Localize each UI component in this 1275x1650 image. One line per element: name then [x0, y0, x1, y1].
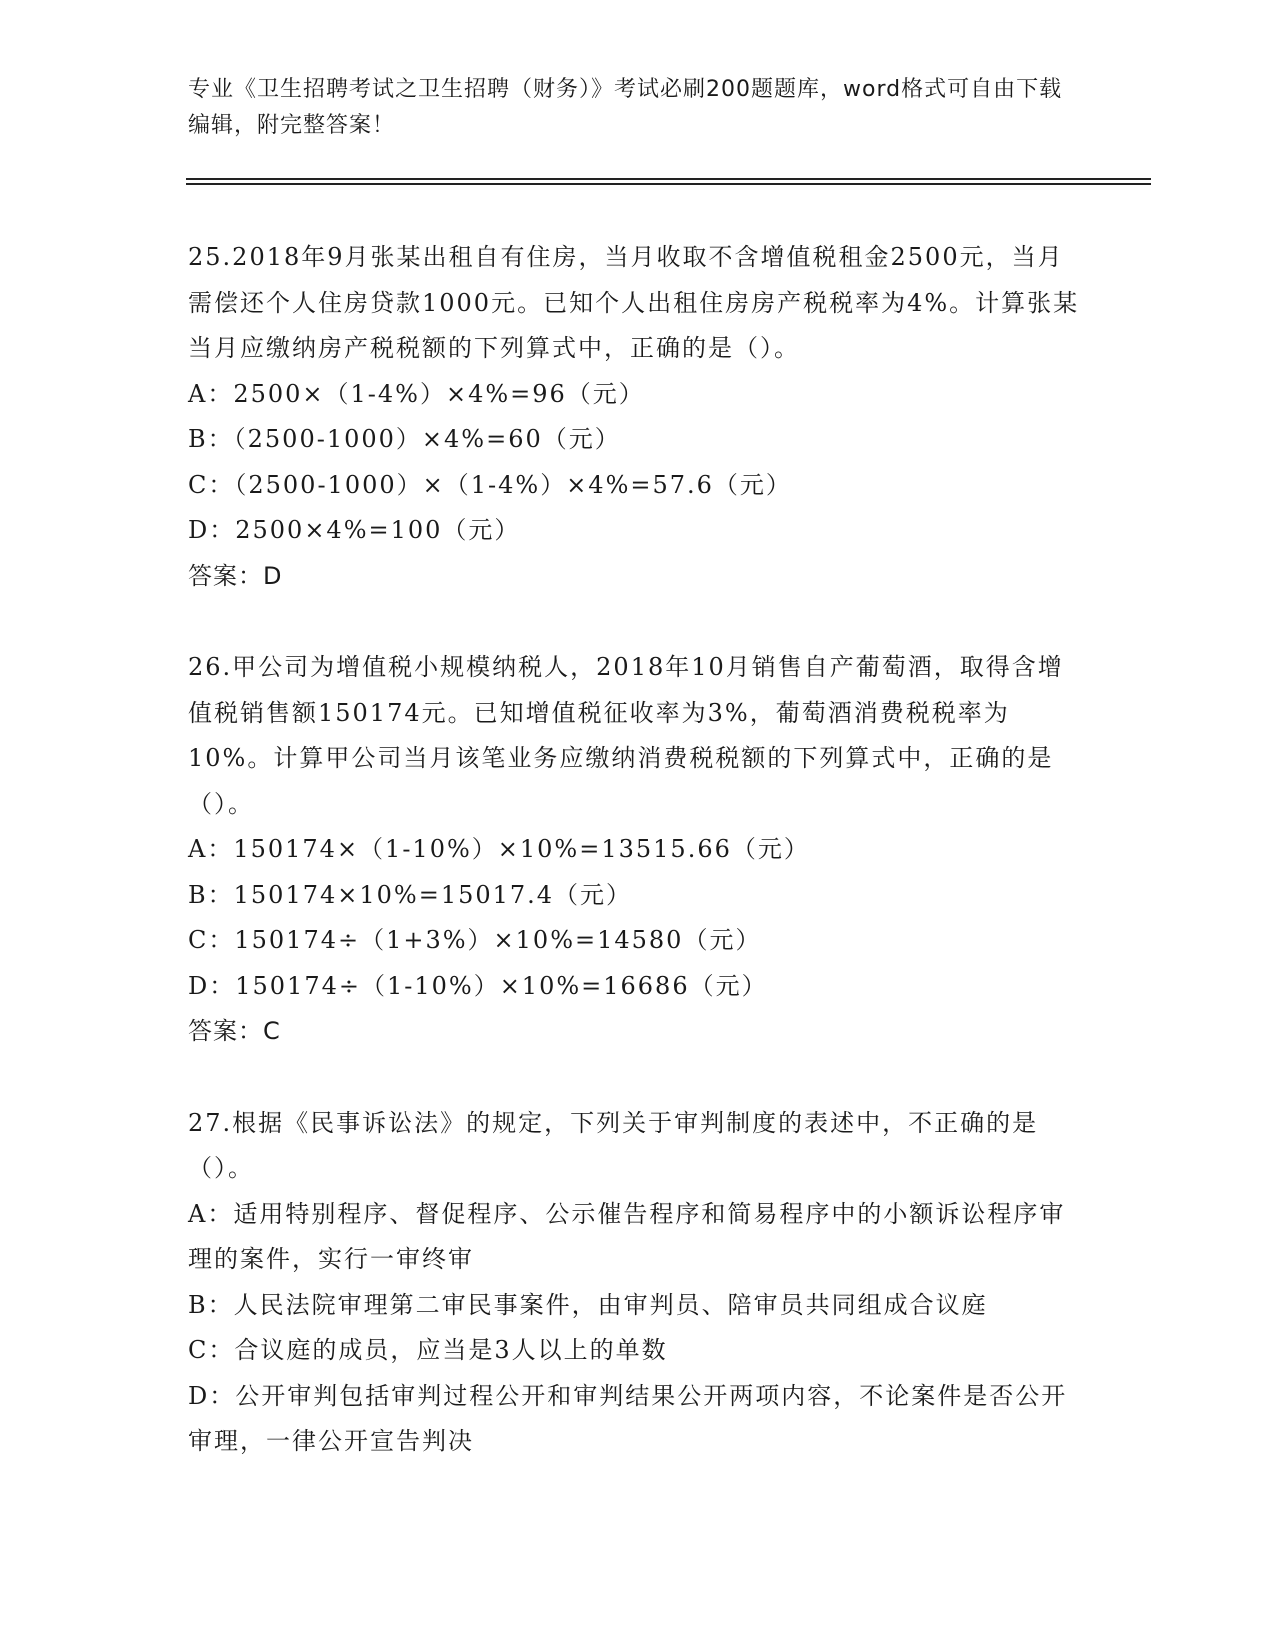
header-divider-bottom	[186, 183, 1151, 185]
question-stem: 25.2018年9月张某出租自有住房，当月收取不含增值税租金2500元，当月需偿还个人住房贷款1000元。已知个人出租住房房产税税率为4%。计算张某当月应缴纳房产税税额的下列算式中，正确的是（）。	[188, 243, 1080, 362]
option-a: A：2500×（1-4%）×4%=96（元）	[188, 379, 645, 408]
option-b: B：150174×10%=15017.4（元）	[188, 880, 633, 909]
option-b: B：人民法院审理第二审民事案件，由审判员、陪审员共同组成合议庭	[188, 1290, 988, 1319]
question-27	[188, 1101, 1083, 1465]
option-c: C：合议庭的成员，应当是3人以上的单数	[188, 1336, 668, 1364]
question-gap	[188, 599, 1083, 645]
option-d: D：公开审判包括审判过程公开和审判结果公开两项内容，不论案件是否公开审理，一律公开宣告判决	[188, 1381, 1068, 1455]
question-gap	[188, 1055, 1083, 1101]
header-text: 专业《卫生招聘考试之卫生招聘（财务）》考试必刷200题题库，word格式可自由下载编辑，附完整答案！	[188, 77, 1063, 138]
question-26	[188, 645, 1083, 1055]
answer-line: 答案：C	[188, 1017, 281, 1045]
option-c: C：150174÷（1+3%）×10%=14580（元）	[188, 926, 762, 954]
header-divider-top	[186, 178, 1151, 180]
option-a: A：150174×（1-10%）×10%=13515.66（元）	[188, 835, 810, 863]
answer-line: 答案：D	[188, 561, 283, 590]
document-header	[188, 72, 1068, 144]
question-list	[188, 235, 1083, 1465]
option-a: A：适用特别程序、督促程序、公示催告程序和简易程序中的小额诉讼程序审理的案件，实行一审终审	[188, 1199, 1066, 1273]
question-stem: 26.甲公司为增值税小规模纳税人，2018年10月销售自产葡萄酒，取得含增值税销售额150174元。已知增值税征收率为3%，葡萄酒消费税税率为10%。计算甲公司当月该笔业务应缴纳消费税税额的下列算式中，正确的是（）。	[188, 653, 1064, 818]
option-c: C：（2500-1000）×（1-4%）×4%=57.6（元）	[188, 470, 792, 499]
question-stem: 27.根据《民事诉讼法》的规定，下列关于审判制度的表述中，不正确的是（）。	[188, 1108, 1039, 1182]
option-d: D：2500×4%=100（元）	[188, 516, 521, 544]
option-d: D：150174÷（1-10%）×10%=16686（元）	[188, 971, 768, 1000]
question-25	[188, 235, 1083, 599]
option-b: B：（2500-1000）×4%=60（元）	[188, 425, 621, 453]
